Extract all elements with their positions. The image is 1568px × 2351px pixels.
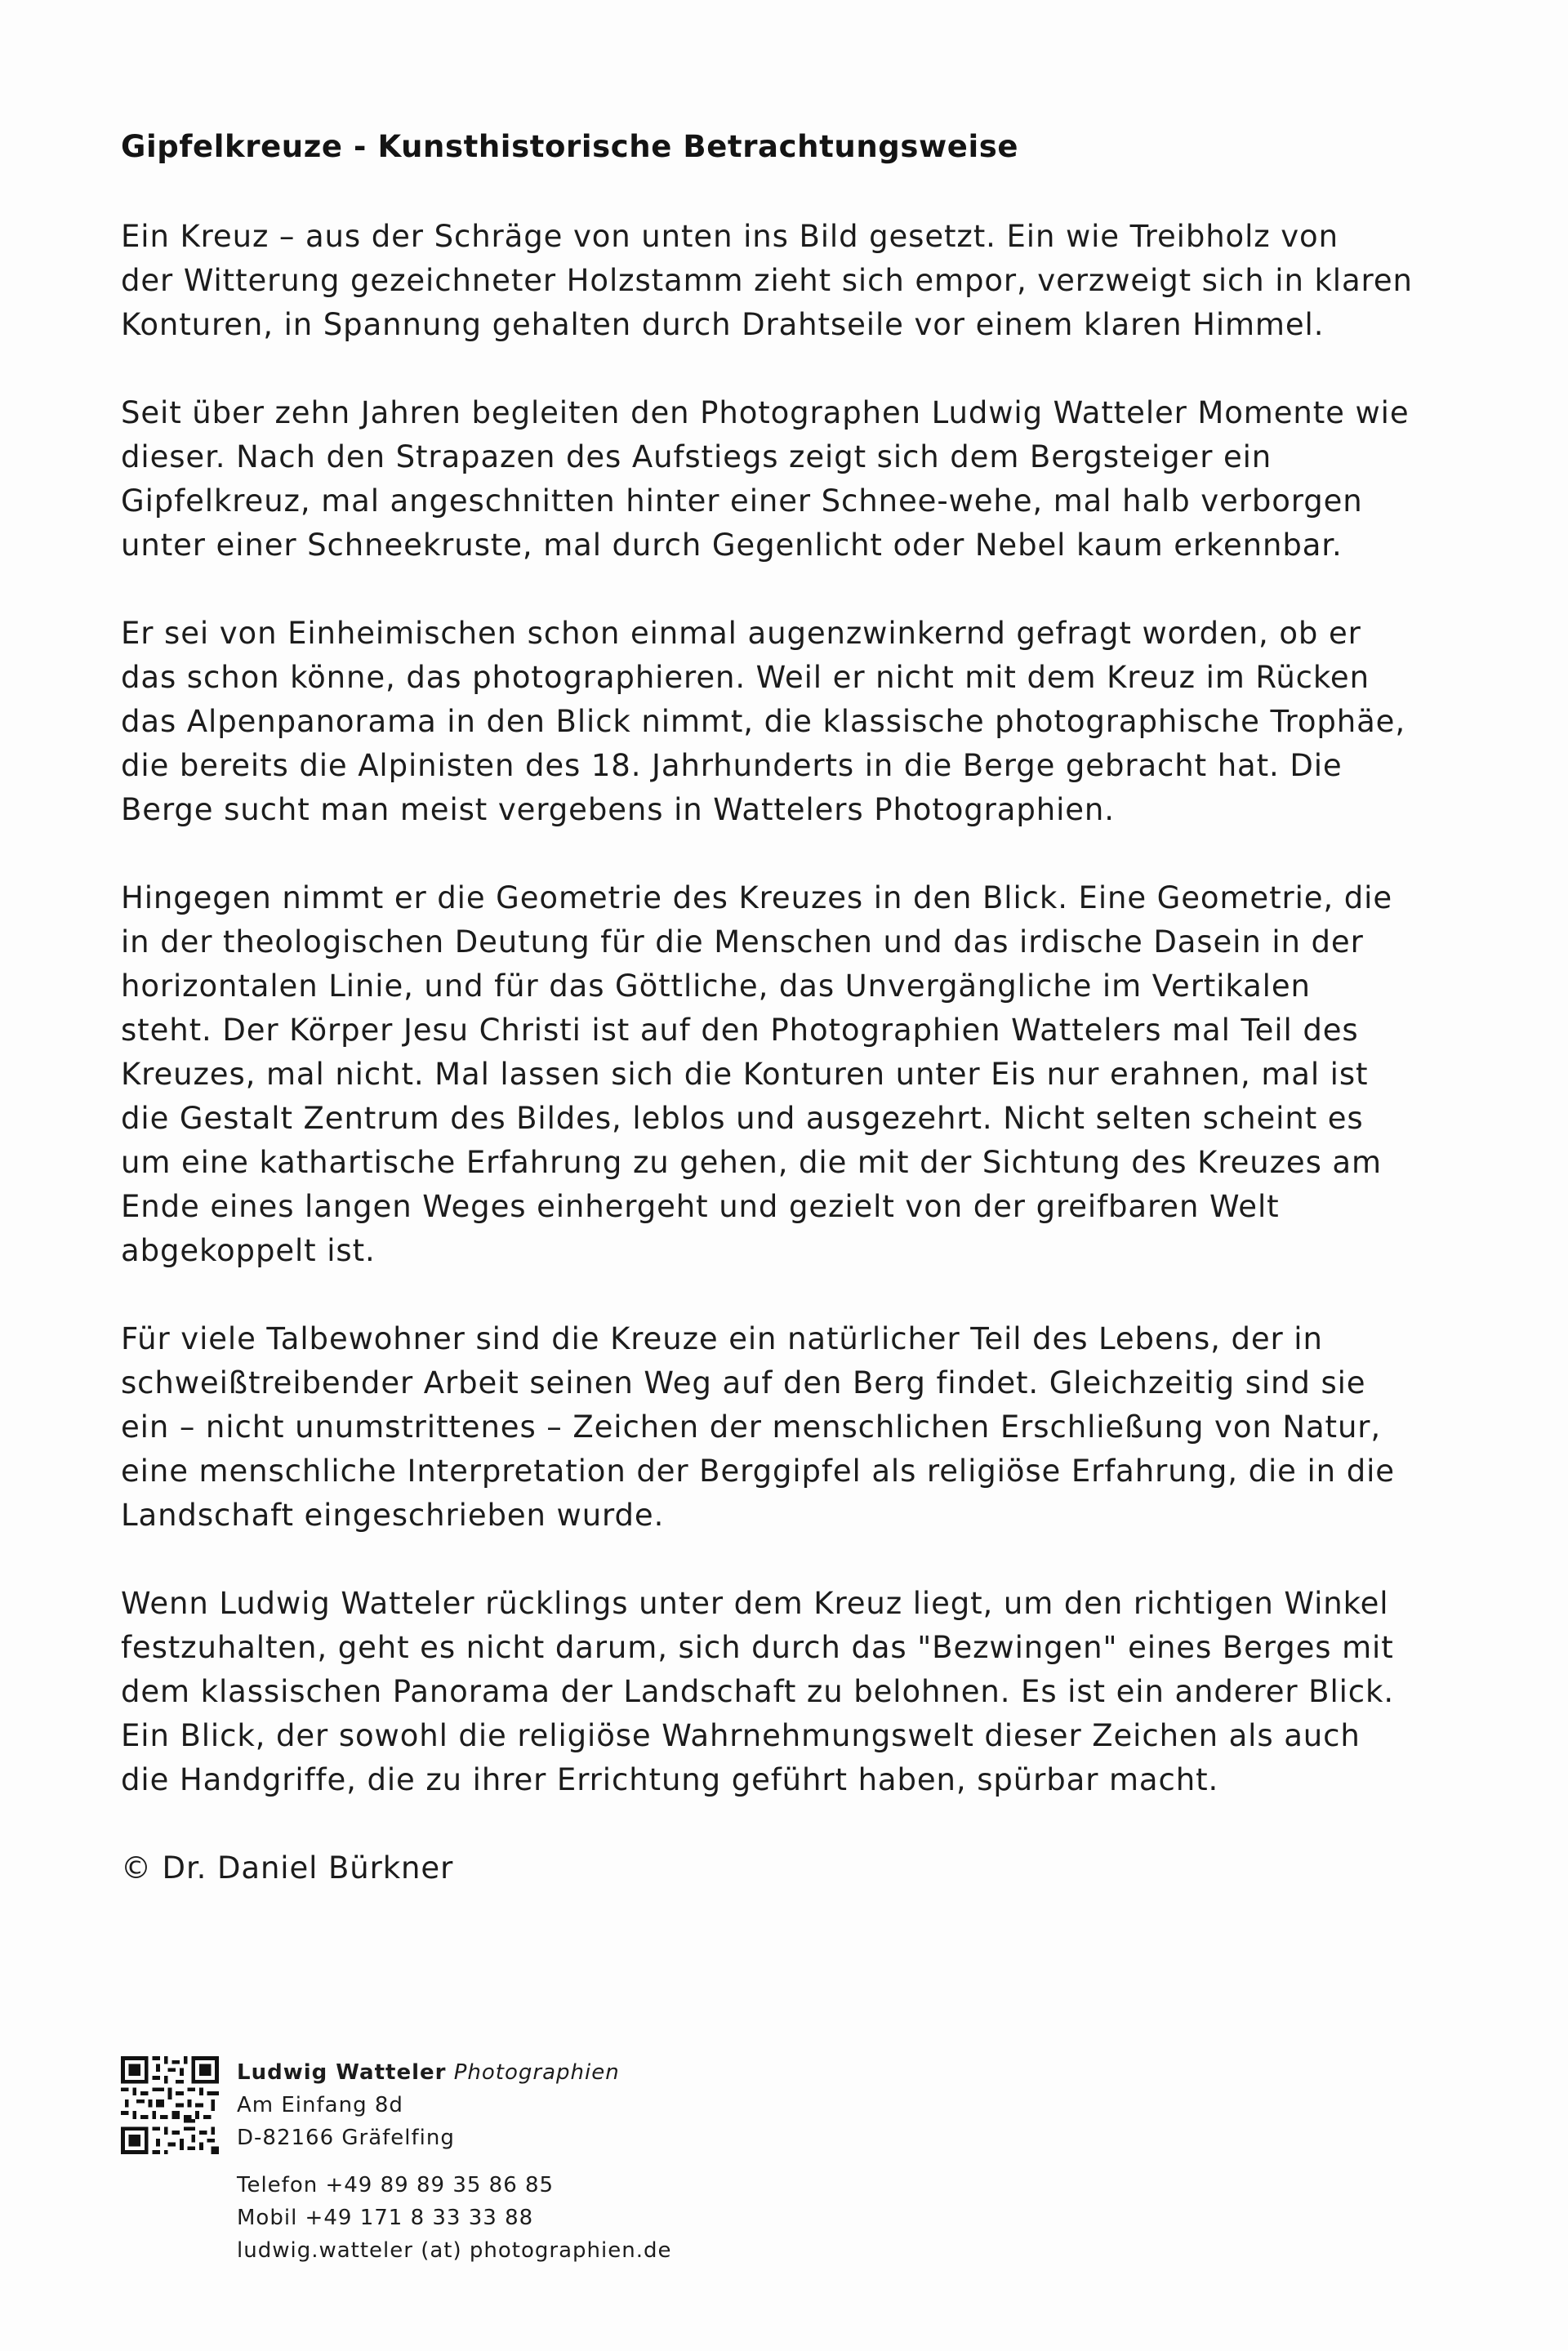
text-line: steht. Der Körper Jesu Christi ist auf den Photographien Wattelers mal Teil des: [121, 1013, 1359, 1048]
text-line: Ein Kreuz – aus der Schräge von unten ins Bild gesetzt. Ein wie Treibholz von: [121, 219, 1339, 254]
paragraph-2: [121, 391, 1509, 568]
text-line: Gipfelkreuz, mal angeschnitten hinter einer Schnee-wehe, mal halb verborgen: [121, 483, 1363, 519]
text-line: Berge sucht man meist vergebens in Wattelers Photographien.: [121, 792, 1115, 827]
text-line: Seit über zehn Jahren begleiten den Photographen Ludwig Watteler Momente wie: [121, 395, 1410, 430]
text-line: Für viele Talbewohner sind die Kreuze ein natürlicher Teil des Lebens, der in: [121, 1321, 1323, 1356]
document-body: [121, 215, 1509, 1890]
text-line: dieser. Nach den Strapazen des Aufstiegs zeigt sich dem Bergsteiger ein: [121, 439, 1272, 474]
text-line: in der theologischen Deutung für die Menschen und das irdische Dasein in der: [121, 924, 1364, 960]
text-line: eine menschliche Interpretation der Berggipfel als religiöse Erfahrung, die in die: [121, 1454, 1395, 1489]
text-line: horizontalen Linie, und für das Göttliche, das Unvergängliche im Vertikalen: [121, 968, 1311, 1004]
text-line: festzuhalten, geht es nicht darum, sich durch das "Bezwingen" eines Berges mit: [121, 1630, 1394, 1665]
spacer: [237, 2154, 671, 2169]
studio-name: Photographien: [453, 2060, 620, 2085]
text-line: Landschaft eingeschrieben wurde.: [121, 1498, 665, 1533]
text-line: dem klassischen Panorama der Landschaft zu belohnen. Es ist ein anderer Blick.: [121, 1674, 1395, 1709]
phone-number: Telefon +49 89 89 35 86 85: [237, 2173, 555, 2197]
text-line: abgekoppelt ist.: [121, 1233, 376, 1268]
address-city: D-82166 Gräfelfing: [237, 2126, 455, 2150]
text-line: Konturen, in Spannung gehalten durch Drahtseile vor einem klaren Himmel.: [121, 307, 1325, 342]
text-line: Hingegen nimmt er die Geometrie des Kreuzes in den Blick. Eine Geometrie, die: [121, 880, 1392, 915]
email-address: ludwig.watteler (at) photographien.de: [237, 2238, 672, 2263]
document-title: Gipfelkreuze - Kunsthistorische Betrachtungsweise: [121, 129, 1019, 164]
text-line: schweißtreibender Arbeit seinen Weg auf den Berg findet. Gleichzeitig sind sie: [121, 1365, 1366, 1400]
contact-name-line: [237, 2056, 671, 2089]
text-line: das Alpenpanorama in den Blick nimmt, die klassische photographische Trophäe,: [121, 704, 1406, 739]
text-line: die bereits die Alpinisten des 18. Jahrhunderts in die Berge gebracht hat. Die: [121, 748, 1343, 783]
qr-code-icon: [121, 2056, 219, 2154]
text-line: Kreuzes, mal nicht. Mal lassen sich die Konturen unter Eis nur erahnen, mal ist: [121, 1057, 1369, 1092]
text-line: der Witterung gezeichneter Holzstamm zieht sich empor, verzweigt sich in klaren: [121, 263, 1413, 298]
text-line: Er sei von Einheimischen schon einmal augenzwinkernd gefragt worden, ob er: [121, 616, 1361, 651]
text-line: unter einer Schneekruste, mal durch Gegenlicht oder Nebel kaum erkennbar.: [121, 528, 1343, 563]
text-line: die Gestalt Zentrum des Bildes, leblos und ausgezehrt. Nicht selten scheint es: [121, 1101, 1364, 1136]
photographer-name: Ludwig Watteler: [237, 2060, 447, 2085]
text-line: um eine kathartische Erfahrung zu gehen, die mit der Sichtung des Kreuzes am: [121, 1145, 1382, 1180]
text-line: ein – nicht unumstrittenes – Zeichen der menschlichen Erschließung von Natur,: [121, 1409, 1382, 1445]
paragraph-4: [121, 876, 1509, 1273]
address-street: Am Einfang 8d: [237, 2093, 403, 2117]
text-line: die Handgriffe, die zu ihrer Errichtung geführt haben, spürbar macht.: [121, 1762, 1219, 1797]
mobile-number: Mobil +49 171 8 33 33 88: [237, 2206, 534, 2230]
copyright-line: © Dr. Daniel Bürkner: [121, 1850, 454, 1886]
paragraph-3: [121, 612, 1509, 832]
text-line: das schon könne, das photographieren. Weil er nicht mit dem Kreuz im Rücken: [121, 660, 1370, 695]
paragraph-5: [121, 1317, 1509, 1538]
text-line: Wenn Ludwig Watteler rücklings unter dem Kreuz liegt, um den richtigen Winkel: [121, 1586, 1389, 1621]
text-line: Ende eines langen Weges einhergeht und gezielt von der greifbaren Welt: [121, 1189, 1280, 1224]
contact-details: [237, 2056, 671, 2267]
paragraph-6: [121, 1582, 1509, 1802]
paragraph-1: [121, 215, 1509, 347]
text-line: Ein Blick, der sowohl die religiöse Wahrnehmungswelt dieser Zeichen als auch: [121, 1718, 1361, 1753]
